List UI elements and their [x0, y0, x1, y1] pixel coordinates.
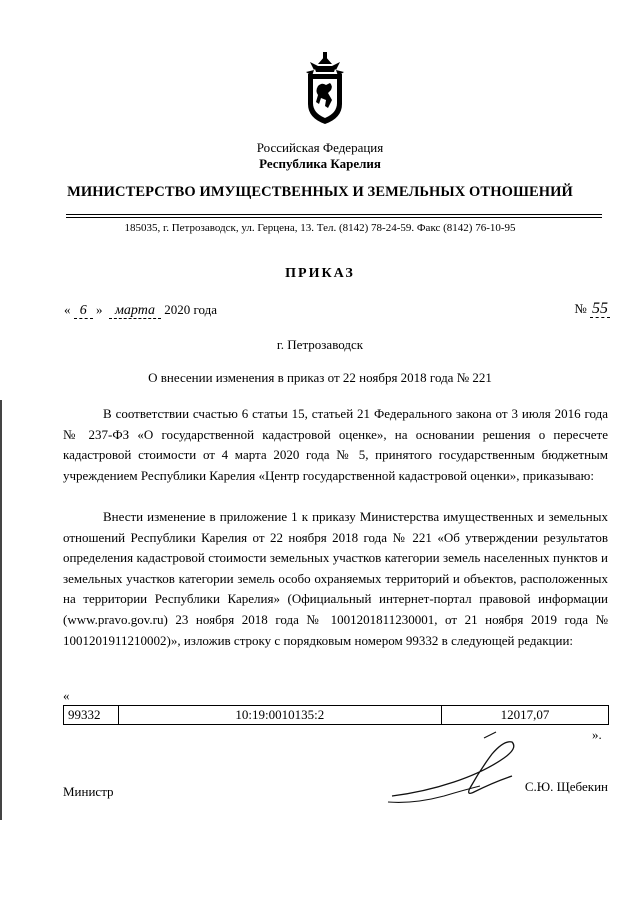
date-year: 2020 года	[164, 302, 218, 317]
cadastral-number-cell: 10:19:0010135:2	[118, 706, 441, 725]
open-quote: «	[63, 688, 70, 703]
date-month: марта	[109, 303, 161, 319]
number-value: 55	[592, 300, 608, 317]
header-divider	[66, 214, 602, 215]
order-subject: О внесении изменения в приказ от 22 ноября 2018 года № 221	[148, 370, 492, 385]
signatory-name: С.Ю. Щебекин	[524, 779, 608, 794]
republic-name: Республика Карелия	[259, 156, 381, 171]
cadastral-row-table	[63, 705, 609, 725]
table-row	[64, 706, 609, 725]
signatory-title: Министр	[63, 784, 114, 799]
row-number-cell: 99332	[64, 706, 119, 725]
order-city: г. Петрозаводск	[276, 337, 364, 352]
document-title: ПРИКАЗ	[285, 266, 355, 281]
handwritten-signature	[384, 730, 534, 810]
cadastral-value-cell: 12017,07	[441, 706, 608, 725]
header-divider-thin	[66, 217, 602, 218]
order-date	[64, 302, 217, 319]
close-quote: ».	[592, 727, 602, 742]
number-prefix: №	[574, 301, 587, 316]
order-number	[574, 300, 610, 318]
date-quote-right: »	[96, 302, 103, 317]
date-quote-left: «	[64, 302, 71, 317]
body-paragraph-1: В соответствии счастью 6 статьи 15, статьей 21 Федерального закона от 3 июля 2016 года № 237-ФЗ «О государственной кадастровой оценке», на основании решения о пересчете кадастровой стоимости от 4 марта 2020 года № 5, принятого государственным бюджетным учреждением Республики Карелия «Центр государственной кадастровой оценки», приказываю:	[63, 406, 608, 483]
scan-edge	[0, 400, 2, 820]
date-day: 6	[74, 303, 93, 319]
ministry-name: МИНИСТЕРСТВО ИМУЩЕСТВЕННЫХ И ЗЕМЕЛЬНЫХ ОТНОШЕНИЙ	[67, 184, 573, 200]
body-paragraph-2: Внести изменение в приложение 1 к приказу Министерства имущественных и земельных отношений Республики Карелия от 22 ноября 2018 года № 221 «Об утверждении результатов определения кадастровой стоимости земельных участков категории земель населенных пунктов и земельных участков категории земель особо охраняемых территорий и объектов, расположенных на территории Республики Карелия» (Официальный интернет-портал правовой информации (www.pravo.gov.ru) 23 ноября 2018 года № 1001201811230001, от 21 ноября 2019 года № 1001201911210002)», изложив строку с порядковым номером 99332 в следующей редакции:	[63, 509, 608, 648]
country-name: Российская Федерация	[256, 140, 384, 155]
coat-of-arms-icon	[304, 52, 346, 126]
ministry-address: 185035, г. Петрозаводск, ул. Герцена, 13. Тел. (8142) 78-24-59. Факс (8142) 76-10-95	[124, 222, 516, 234]
